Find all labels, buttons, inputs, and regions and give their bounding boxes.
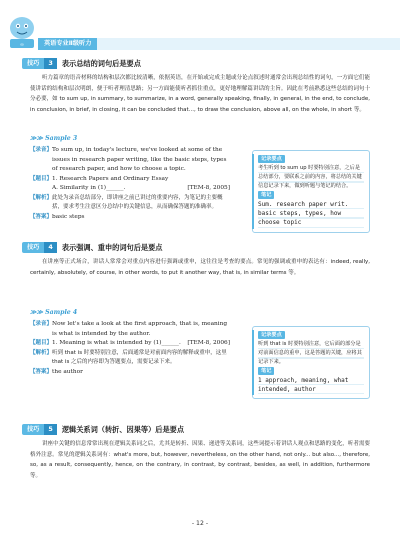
row-tag: 【答案】 bbox=[30, 213, 53, 220]
handwritten-notes: 1 approach, meaning, what intended, author bbox=[258, 376, 364, 394]
row-tag: 【录音】 bbox=[30, 147, 53, 153]
question-title: 1. Research Papers and Ordinary Essay bbox=[52, 175, 169, 182]
tip-number: 5 bbox=[44, 424, 56, 435]
answer-text: the author bbox=[52, 368, 83, 375]
question-item-row bbox=[30, 184, 230, 194]
question-row bbox=[30, 175, 230, 185]
section-heading-4 bbox=[22, 242, 162, 253]
answer-row bbox=[30, 213, 230, 223]
header-title: 英语专业Ⅱ级听力 bbox=[38, 38, 97, 50]
sample-4-block bbox=[30, 320, 230, 377]
question-ref: [TEM-8, 2006] bbox=[187, 340, 230, 346]
tip-badge: 技巧 bbox=[22, 242, 44, 253]
notes-tag: 笔记 bbox=[258, 191, 274, 199]
note-tag: 记录要点 bbox=[258, 155, 285, 163]
question-ref: [TEM-8, 2005] bbox=[187, 185, 230, 191]
tip-number: 4 bbox=[44, 242, 56, 253]
section-title: 表示强调、重申的词句后是要点 bbox=[61, 242, 163, 252]
sample-label-3: ≫≫ Sample 3 bbox=[30, 135, 78, 142]
row-tag: 【解析】 bbox=[30, 349, 53, 356]
analysis-text: 此处为录音总结部分，即讲座之前已讲过的重要内容，为笔记的主要概括，要求考生注意区分总结中的关键信息，从而确保答题的准确率。 bbox=[52, 194, 223, 210]
section-title: 逻辑关系词（转折、因果等）后是要点 bbox=[61, 424, 185, 434]
question-item: 1. Meaning is what is intended by (1)______. bbox=[52, 340, 181, 346]
note-tag: 记录要点 bbox=[258, 331, 285, 339]
sample-3-block bbox=[30, 146, 230, 222]
sample-label-text: Sample 3 bbox=[45, 135, 78, 142]
note-box-3 bbox=[252, 150, 370, 233]
answer-row bbox=[30, 368, 230, 378]
sample-label-text: Sample 4 bbox=[45, 309, 78, 316]
question-row bbox=[30, 339, 230, 349]
row-tag: 【解析】 bbox=[30, 194, 53, 201]
analysis-row bbox=[30, 349, 230, 368]
notes-tag: 笔记 bbox=[258, 367, 274, 375]
note-text: 听到 that is 时要特别注意，它后面的部分是对前面信息的重申，这是答题的关键，应将其记录下来。 bbox=[258, 340, 364, 368]
section-heading-5 bbox=[22, 424, 184, 435]
row-tag: 【录音】 bbox=[30, 321, 53, 327]
recording-row bbox=[30, 146, 230, 175]
section-paragraph-3: 听力篇章的语音材料的结构和层次都比较清晰，依据英语，在开始或完成主题或分论点叙述时通常会出现总结性的词句，一方面它们能使讲话的结构和层次明朗，便于听者理清思路；另一方面能使听者抓住重点，更好地理解篇讲话的主旨。因此在考前熟悉这些总结的词句十分必要，如 to sum up, in summary, to summarize, in a word, generally speaking, finally, in general, in the end, to conclude, in conclusion, in brief, in closing, it can be concluded that..., to draw the conclusion, above all, on the whole, in short 等。 bbox=[30, 75, 370, 113]
analysis-row bbox=[30, 194, 230, 213]
row-tag: 【题目】 bbox=[30, 340, 53, 346]
analysis-text: 听到 that is 时要特别注意，后面通常是对前面内容的解释或重申，这里 that is 之后的内容即为答题要点，需要记录下来。 bbox=[52, 349, 227, 365]
sample-label-4: ≫≫ Sample 4 bbox=[30, 309, 78, 316]
section-paragraph-4: 在讲座等正式场合，讲话人常常会对重点内容进行强调或重申，这往往是考查的要点。常见的强调或重申的表达有：indeed, really, certainly, absolutely, of course, in other words, to put it another way, that is, in similar terms 等。 bbox=[30, 259, 370, 276]
note-text: 考生听到 to sum up 时要特别注意，之后是总结部分，要联系之前的内容，将总结的关键信息记录下来，做到听题与笔记的结合。 bbox=[258, 164, 364, 192]
section-title: 表示总结的词句后是要点 bbox=[61, 58, 141, 68]
mascot-icon bbox=[6, 10, 38, 50]
note-box-4 bbox=[252, 326, 370, 399]
tip-number: 3 bbox=[44, 58, 56, 69]
answer-text: basic steps bbox=[52, 213, 85, 220]
handwritten-notes: Sum. research paper writ. basic steps, types, how choose topic bbox=[258, 200, 364, 228]
recording-text: Now let's take a look at the first approach, that is, meaning is what is intended by the author. bbox=[52, 321, 228, 337]
page-number: - 12 - bbox=[191, 520, 209, 527]
section-heading-3 bbox=[22, 58, 141, 69]
tip-badge: 技巧 bbox=[22, 58, 44, 69]
recording-row bbox=[30, 320, 230, 339]
row-tag: 【题目】 bbox=[30, 175, 53, 182]
recording-text: To sum up, in today's lecture, we've looked at some of the issues in research paper writing, like the basic steps, types of research paper, and how to choose a topic. bbox=[52, 147, 227, 172]
tip-badge: 技巧 bbox=[22, 424, 44, 435]
row-tag: 【答案】 bbox=[30, 368, 53, 375]
page-header bbox=[0, 0, 400, 52]
section-paragraph-5: 讲座中关键的信息常常出现在逻辑关系词之后，尤其是转折、因果、递进等关系词，这些词提示着讲话人观点和思路的变化，听者需要格外注意。常见的逻辑关系词有：what's more, but, however, nevertheless, on the other hand, not only... but also..., therefore, so, as a result, consequently, hence, on the contrary, in contrast, by contrast, besides, as well, in addition, furthermore 等。 bbox=[30, 441, 370, 479]
svg-text:∞: ∞ bbox=[19, 42, 25, 48]
question-item: A. Similarity in (1)______. bbox=[52, 185, 126, 191]
